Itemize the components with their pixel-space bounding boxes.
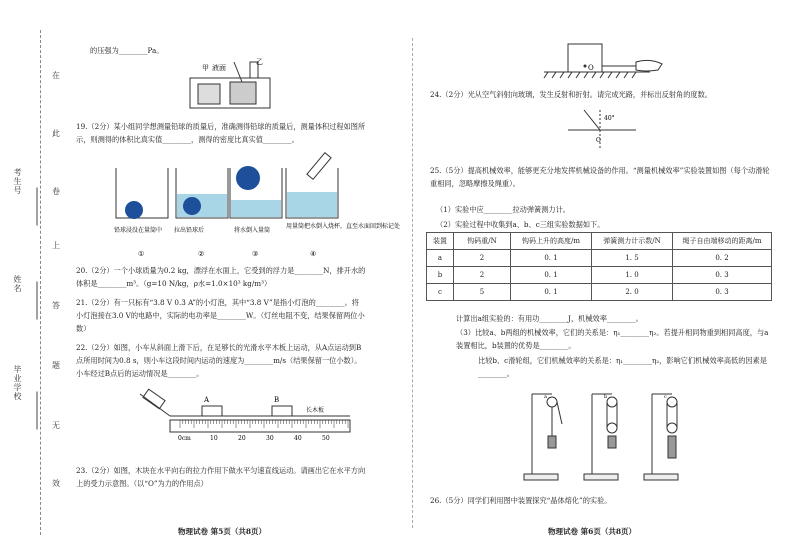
table-cell: 0. 3 [673,284,772,301]
q19-num-4: ④ [310,250,317,258]
seal-char: 题 [52,361,60,370]
q22-text: 22.（2分）如图，小车从斜面上滑下后，在足够长的光滑水平木板上运动，从A点运动到B点所用时间为0.8 s，则小车这段时间内运动的速度为________m/s（结果保留一位小数）。小车经过B点后的运动情况是________。 [76,343,362,378]
table-cell: a [427,250,454,267]
q21-text: 21.（2分）有一只标有“3.8 V 0.3 A”的小灯泡，其中“3.8 V”是指小灯泡的________。将小灯泡接在3.0 V的电路中，实际的电功率是________W。（灯丝电阻不变，结果保留两位小数） [76,298,365,333]
table-cell: 2 [454,267,511,284]
table-cell: 1. 5 [592,250,673,267]
seal-char: 效 [52,479,60,488]
q19-figure [110,148,401,266]
seal-char: 卷 [52,187,60,196]
table-cell: b [427,267,454,284]
table-cell: 0. 1 [511,250,592,267]
label-name: 姓名 [13,275,22,293]
q20-text: 20.（2分）一个小球质量为0.2 kg，漂浮在水面上，它受到的浮力是________N，排开水的体积是________m³。（g=10 N/kg，ρ水=1.0×10³ kg/m³） [76,266,366,288]
q19-caption-1: 铅球浸没在量筒中 [114,227,163,234]
q24-text: 24.（2分）光从空气斜射向玻璃，发生反射和折射。请完成光路，并标出反射角的度数。 [430,90,712,99]
q23-figure [540,40,670,82]
q19-num-1: ① [138,250,145,258]
q25-part3b: 比较b、c滑轮组，它们机械效率的关系是：η₁________η₂，影响它们机械效率高低的因素是________。 [478,356,767,378]
q22-tick: 0cm [178,435,191,442]
q24-figure [566,104,638,148]
q25-part1: （1）实验中应________拉动弹簧测力计。 [436,205,570,214]
q22-tick: 40 [294,435,302,442]
line-exam-number [37,188,38,226]
table-cell: c [427,284,454,301]
table-header: 钩码重/N [454,233,511,250]
table-cell: 0. 1 [511,267,592,284]
table-header: 弹簧测力计示数/N [592,233,673,250]
binding-dashed-line [40,30,41,535]
seal-char: 上 [52,241,60,250]
q18-label-yemian: 液面 [212,64,226,72]
q18-label-jia: 甲 [202,64,209,72]
line-school [37,392,38,430]
q22-figure [140,388,360,448]
q25-fig-label: a [544,394,547,400]
q25-part3a: （3）比较a、b两组的机械效率，它们的关系是：η₁________η₂。若提升相同物重到相同高度，与a装置相比，b装置的优势是________。 [456,328,769,350]
seal-char: 在 [52,71,60,80]
footer-right: 物理试卷 第6页（共8页） [548,527,637,536]
page-divider [412,38,413,528]
seal-char: 此 [52,129,60,138]
table-cell: 0. 1 [511,284,592,301]
line-name [37,282,38,320]
table-header: 装置 [427,233,454,250]
label-school: 毕业学校 [13,365,22,401]
q18-label-yi: 乙 [256,58,263,66]
q19-num-2: ② [198,250,205,258]
q19-text: 19.（2分）某小组同学想测量铅球的质量后，准确测得铅球的质量后，测量体积过程如图所示，则测得的体积比真实值________，测得的密度比真实值________。 [76,122,366,144]
table-cell: 1. 0 [592,267,673,284]
q19-num-3: ③ [252,250,259,258]
q22-tick: 20 [238,435,246,442]
table-cell: 5 [454,284,511,301]
label-exam-number: 考生号 [13,168,22,195]
table-header: 绳子自由端移动的距离/m [673,233,772,250]
table-header: 钩码上升的高度/m [511,233,592,250]
q19-caption-3: 将水倒入量筒 [234,227,271,234]
q22-label-b: B [274,396,280,404]
binding-margin [0,0,70,560]
table-cell: 0. 3 [673,267,772,284]
q19-caption-4: 用量筒把水倒入烧杯，直至水面回到标记处 [286,223,401,230]
q22-tick: 30 [266,435,274,442]
footer-left: 物理试卷 第5页（共8页） [178,527,267,536]
q22-ruler [180,420,348,428]
table-cell: 2 [454,250,511,267]
q25-fig-label: b [604,394,608,400]
q25-data-table [426,232,772,301]
q24-point-o: O [596,137,601,144]
q25-calc: 计算出a组实验的：有用功________J，机械效率________。 [456,314,643,323]
q22-tick: 10 [210,435,218,442]
table-row [427,250,772,267]
q18-tail: 的压强为________Pa。 [90,46,164,55]
q25-part2: （2）实验过程中收集到a、b、c三组实验数据如下。 [436,220,605,229]
q22-label-a: A [204,396,210,404]
q25-fig-label: c [664,394,667,400]
seal-char: 答 [52,301,60,310]
q23-text: 23.（2分）如图，木块在水平向右的拉力作用下做水平匀速直线运动。请画出它在水平方向上的受力示意图。（以“O”为力的作用点） [76,466,366,488]
table-row [427,267,772,284]
q25-text: 25.（5分）提高机械效率，能够更充分地发挥机械设备的作用。“测量机械效率”实验装置如图（每个动滑轮重相同，忽略摩擦及绳重）。 [430,166,770,188]
q22-tick: 50 [322,435,330,442]
q24-angle: 40° [604,115,615,122]
table-cell: 2. 0 [592,284,673,301]
q18-figure [186,56,276,112]
table-header-row [427,233,772,250]
q26-text: 26.（5分）同学们利用图中装置探究“晶体熔化”的实验。 [430,496,612,505]
table-cell: 0. 2 [673,250,772,267]
q19-caption-2: 拉出铅球后 [174,227,205,234]
seal-char: 无 [52,421,60,430]
q25-figure [522,384,702,484]
table-row [427,284,772,301]
q23-point-o: O [588,64,594,72]
q22-label-board: 长木板 [306,407,325,414]
